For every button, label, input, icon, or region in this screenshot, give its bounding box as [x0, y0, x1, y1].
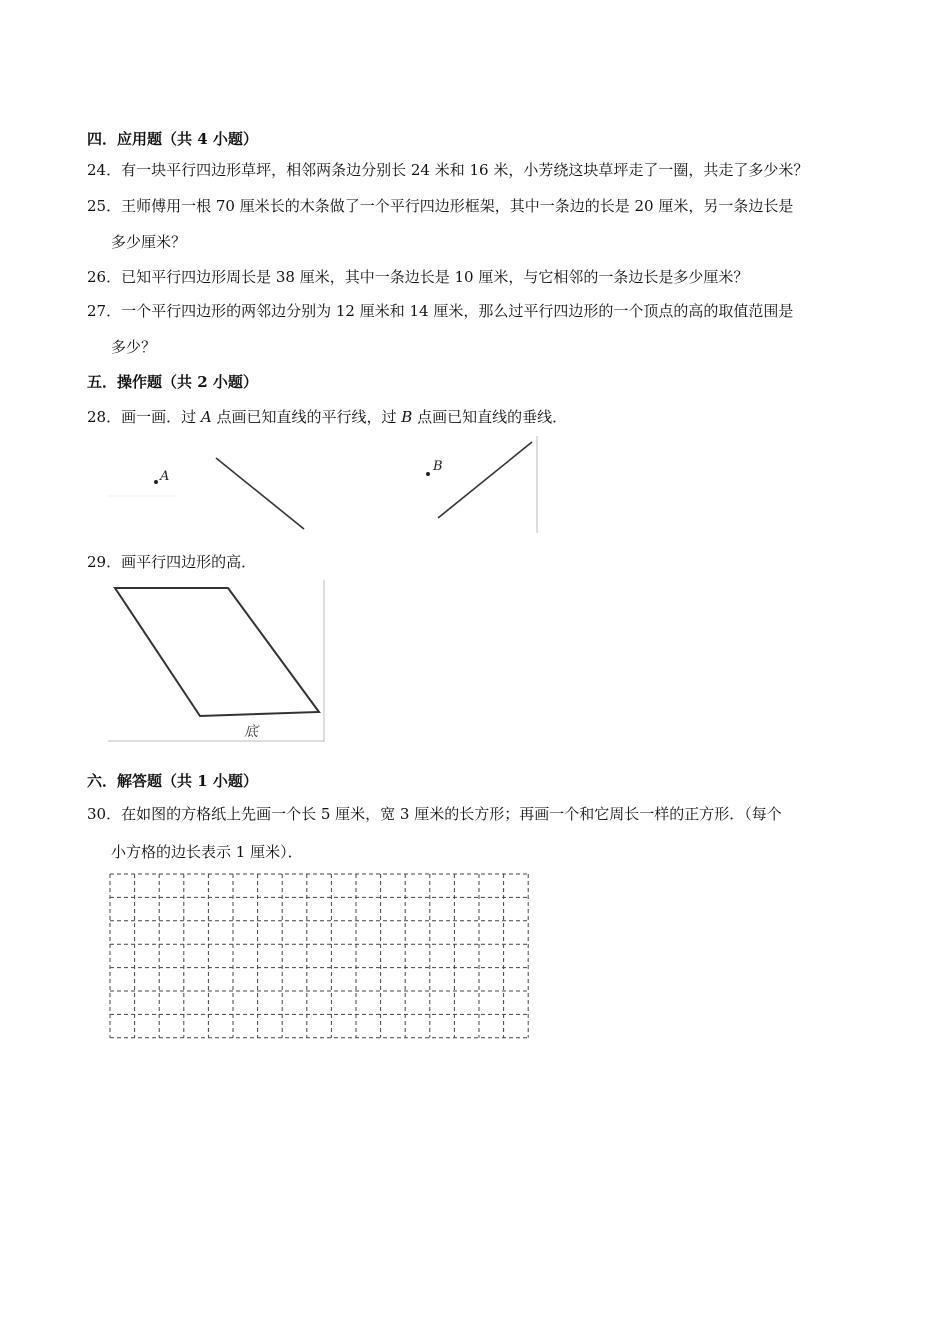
point-b-dot: [426, 472, 430, 476]
parallelogram-shape: [115, 588, 319, 716]
figure-parallelogram: [108, 580, 328, 744]
question-25-line2: 多少厘米？: [111, 233, 187, 251]
given-line-b: [438, 442, 532, 518]
question-24: 24．有一块平行四边形草坪，相邻两条边分别长 24 米和 16 米，小芳绕这块草坪走了一圈，共走了多少米？: [87, 161, 809, 179]
section-heading-answer: 六．解答题（共 1 小题）: [87, 772, 258, 790]
question-27-line1: 27．一个平行四边形的两邻边分别为 12 厘米和 14 厘米，那么过平行四边形的一个顶点的高的取值范围是: [87, 302, 794, 320]
question-30-line1: 30．在如图的方格纸上先画一个长 5 厘米，宽 3 厘米的长方形；再画一个和它周长一样的正方形．（每个: [87, 805, 782, 823]
base-label: 底: [244, 724, 258, 740]
given-line-a: [216, 458, 304, 529]
question-26: 26．已知平行四边形周长是 38 厘米，其中一条边长是 10 厘米，与它相邻的一条边长是多少厘米？: [87, 268, 749, 286]
question-28-point-b: B: [401, 408, 413, 426]
question-30-line2: 小方格的边长表示 1 厘米）．: [111, 843, 303, 861]
point-b-label: B: [433, 459, 443, 474]
question-28-text-mid: 点画已知直线的平行线，过: [216, 408, 397, 426]
figure-parallel-perpendicular: [108, 436, 540, 534]
question-28-text-post: 点画已知直线的垂线．: [417, 408, 568, 426]
question-25-line1: 25．王师傅用一根 70 厘米长的木条做了一个平行四边形框架，其中一条边的长是 20 厘米，另一条边长是: [87, 197, 794, 215]
question-29: 29．画平行四边形的高．: [87, 553, 257, 571]
point-a-label: A: [160, 469, 170, 484]
question-27-line2: 多少？: [111, 338, 157, 356]
section-heading-application: 四．应用题（共 4 小题）: [87, 130, 258, 148]
point-a-dot: [154, 480, 158, 484]
section-heading-operation: 五．操作题（共 2 小题）: [87, 373, 258, 391]
question-28: [87, 405, 862, 429]
square-grid: [108, 872, 536, 1040]
question-28-point-a: A: [200, 408, 212, 426]
question-28-text-pre: 28．画一画．过: [87, 408, 197, 426]
